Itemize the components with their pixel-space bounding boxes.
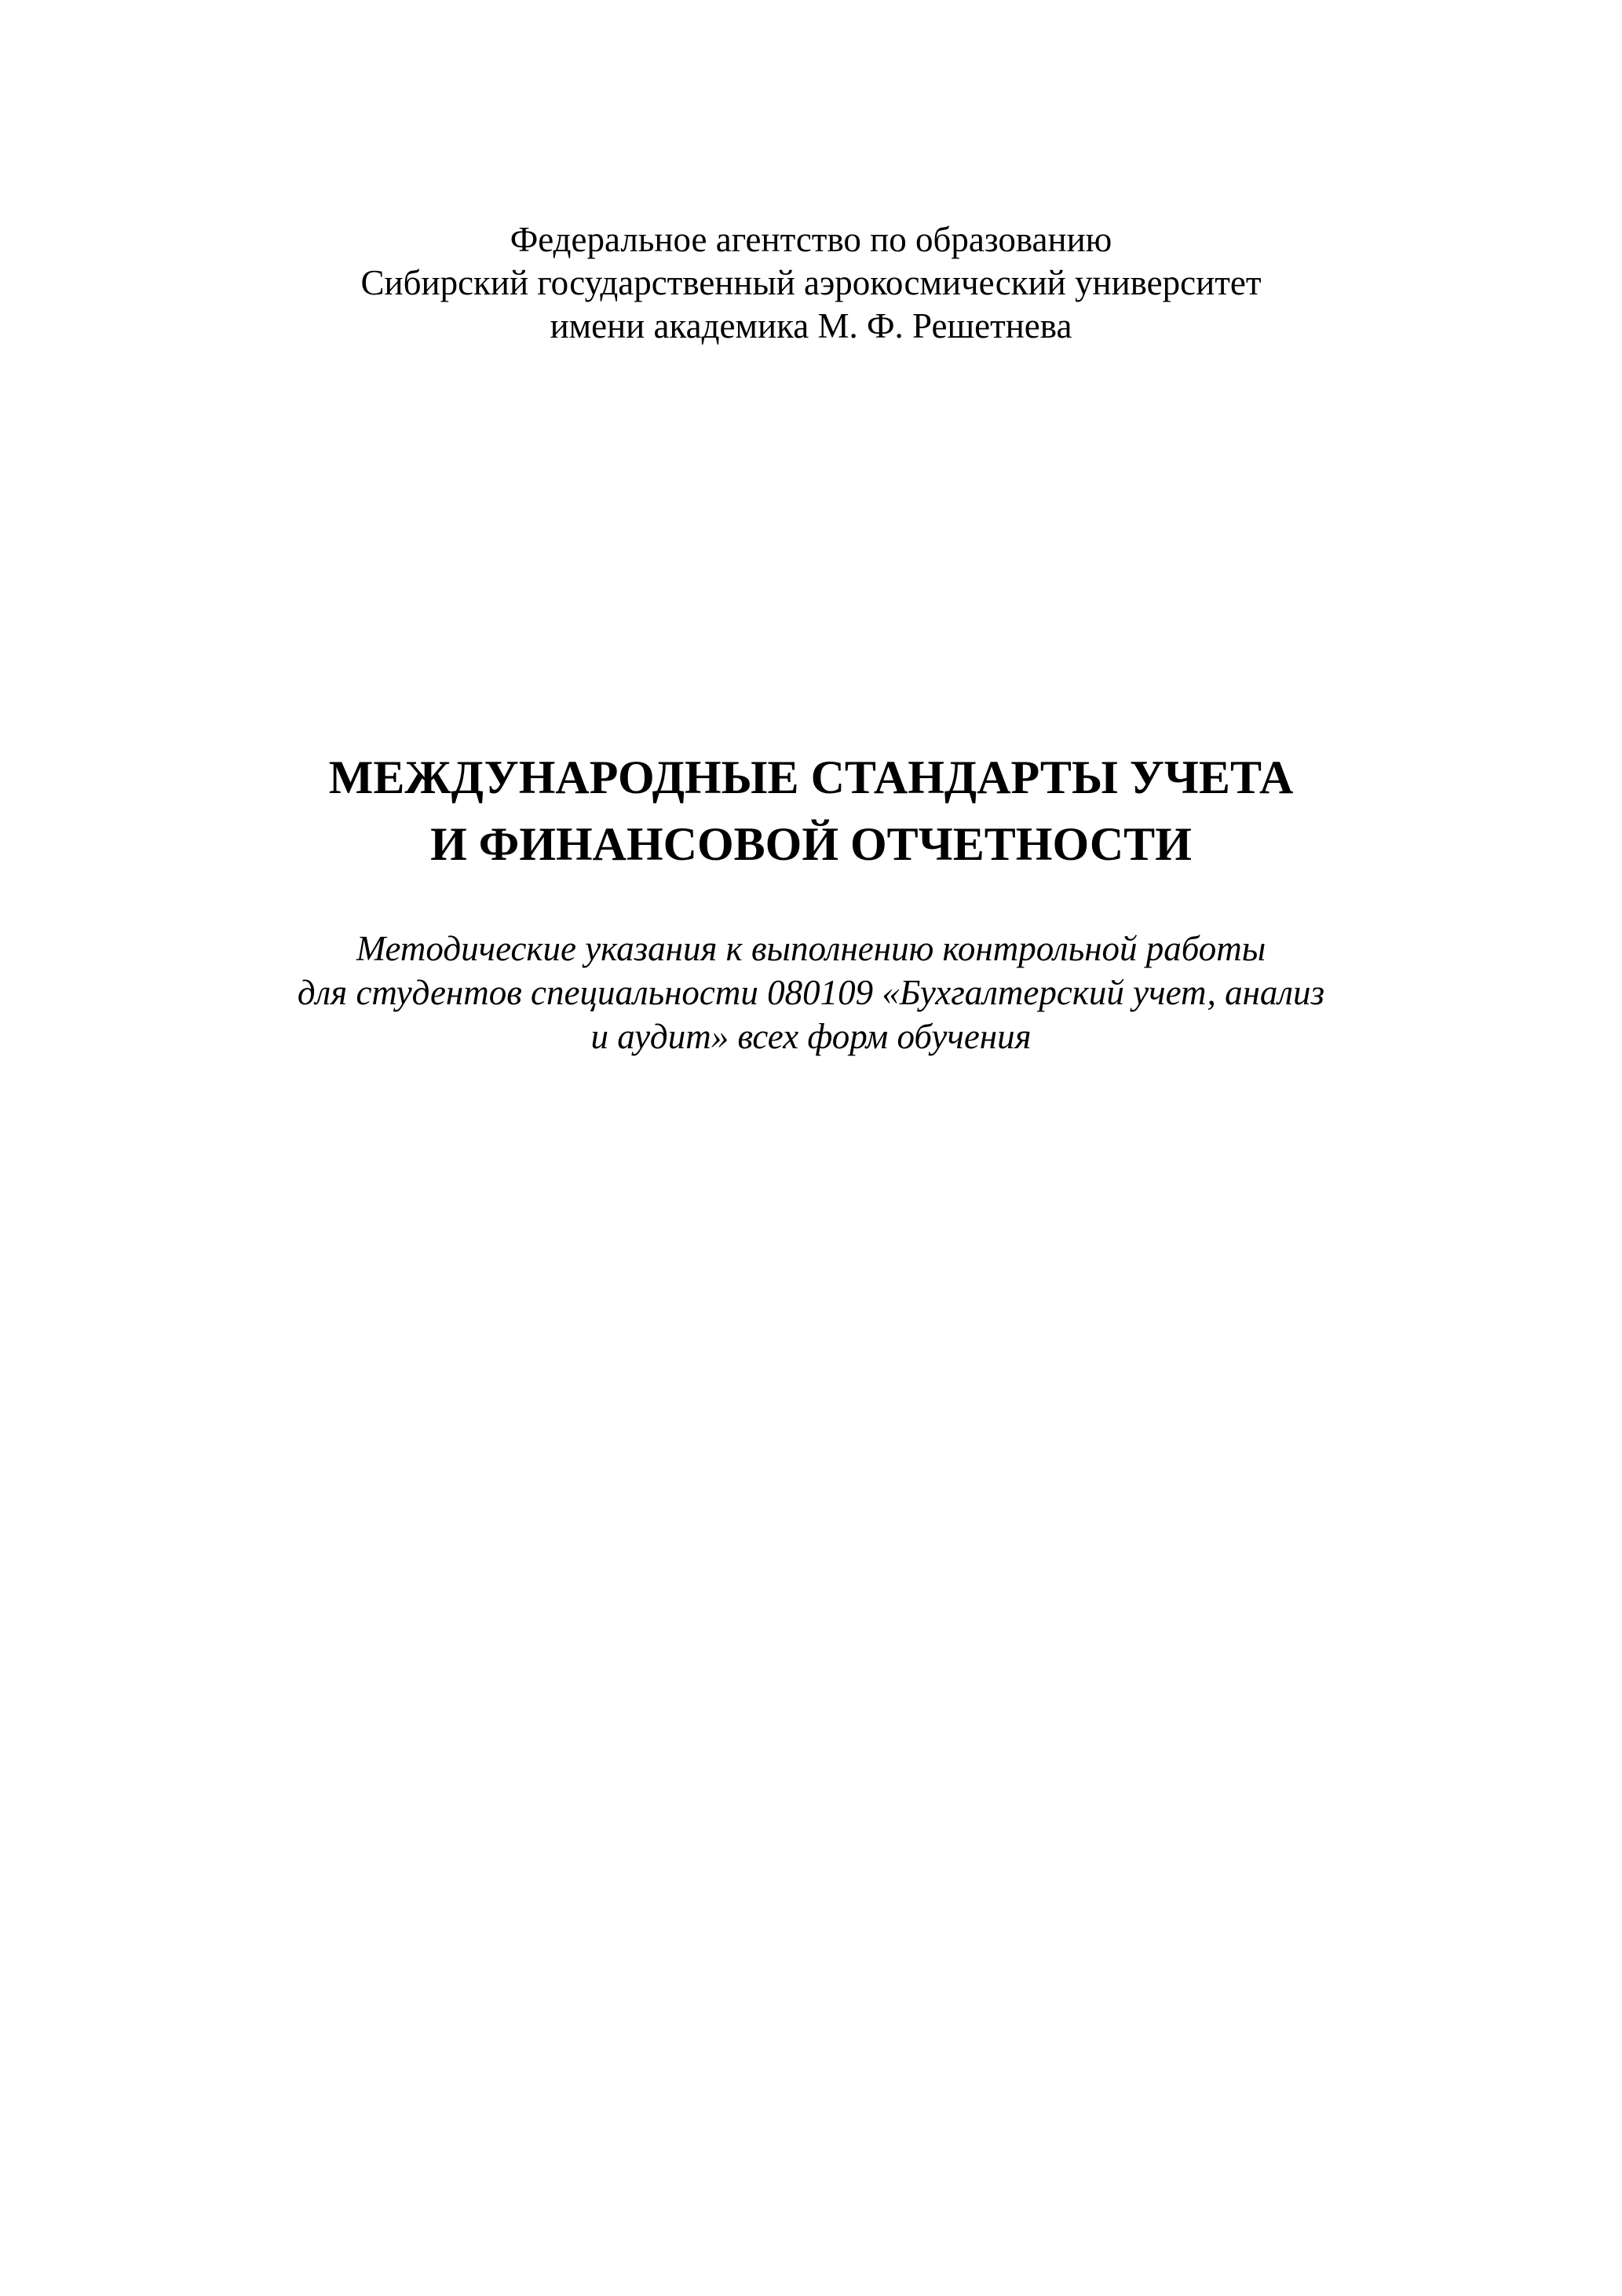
subtitle-line-2: для студентов специальности 080109 «Бухгалтерский учет, анализ	[297, 973, 1325, 1012]
title-line-2: И ФИНАНСОВОЙ ОТЧЕТНОСТИ	[430, 818, 1192, 870]
document-title	[0, 744, 1622, 878]
title-line-1: МЕЖДУНАРОДНЫЕ СТАНДАРТЫ УЧЕТА	[328, 751, 1294, 803]
subtitle-line-1: Методические указания к выполнению контрольной работы	[356, 929, 1266, 968]
agency-name: Федеральное агентство по образованию	[510, 220, 1112, 259]
university-name: Сибирский государственный аэрокосмический университет	[360, 263, 1262, 302]
document-subtitle	[0, 927, 1622, 1058]
university-honorific: имени академика М. Ф. Решетнева	[550, 306, 1072, 345]
subtitle-line-3: и аудит» всех форм обучения	[590, 1017, 1032, 1056]
institution-header	[0, 218, 1622, 348]
